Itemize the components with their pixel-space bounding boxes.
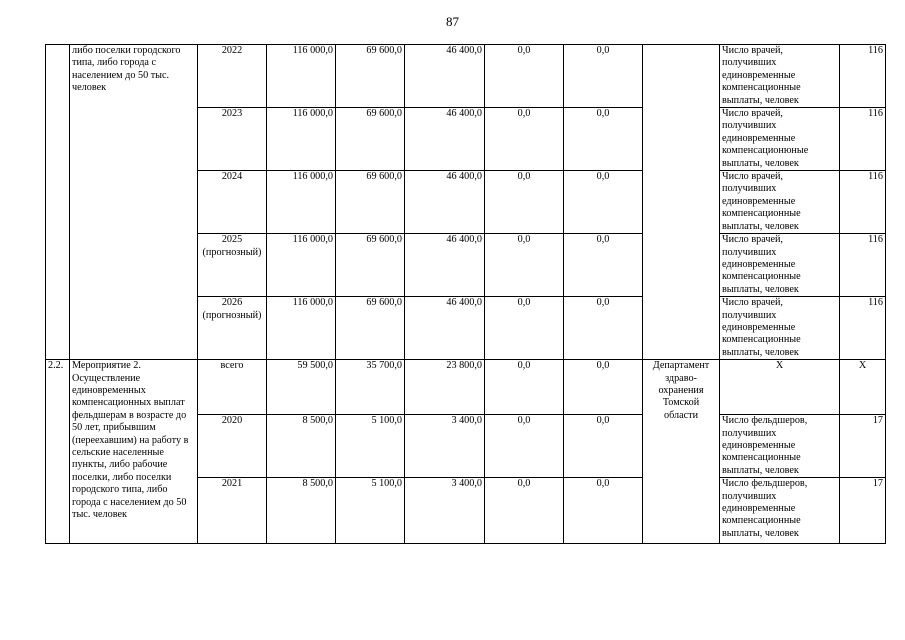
indicator-value-cell: 116 <box>840 171 886 234</box>
regional-cell: 46 400,0 <box>405 108 485 171</box>
total-cell: 116 000,0 <box>267 297 336 360</box>
indicator-cell: Число врачей, получивших единовременные компенсационные выплаты, человек <box>720 45 840 108</box>
indicator-cell: Число врачей, получивших единовременные компенсационюные выплаты, человек <box>720 108 840 171</box>
total-cell: 59 500,0 <box>267 360 336 415</box>
budget-table <box>45 44 886 544</box>
indicator-value-cell: 116 <box>840 234 886 297</box>
year-cell: 2024 <box>198 171 267 234</box>
table-row <box>46 45 886 108</box>
measure-name-cell: либо поселки городского типа, либо города с населением до 50 тыс. человек <box>70 45 198 360</box>
federal-cell: 35 700,0 <box>336 360 405 415</box>
other-cell: 0,0 <box>564 360 643 415</box>
regional-cell: 46 400,0 <box>405 234 485 297</box>
year-cell: 2026 (прогнозный) <box>198 297 267 360</box>
federal-cell: 69 600,0 <box>336 234 405 297</box>
local-cell: 0,0 <box>485 297 564 360</box>
indicator-value-cell: 17 <box>840 478 886 544</box>
other-cell: 0,0 <box>564 478 643 544</box>
year-cell: 2020 <box>198 415 267 478</box>
regional-cell: 23 800,0 <box>405 360 485 415</box>
regional-cell: 46 400,0 <box>405 297 485 360</box>
other-cell: 0,0 <box>564 171 643 234</box>
total-cell: 8 500,0 <box>267 478 336 544</box>
year-cell: 2023 <box>198 108 267 171</box>
measure-name-cell: Мероприятие 2. Осуществление единовременных компенсационных выплат фельдшерам в возрасте до 50 лет, прибывшим (переехавшим) на работу в сельские населенные пункты, либо рабочие поселки, либо поселки городского типа, либо города с населением до 50 тыс. человек <box>70 360 198 544</box>
local-cell: 0,0 <box>485 478 564 544</box>
indicator-value-cell: 17 <box>840 415 886 478</box>
indicator-cell: Число врачей, получивших единовременные компенсационные выплаты, человек <box>720 171 840 234</box>
indicator-cell: Число врачей, получивших единовременные компенсационные выплаты, человек <box>720 234 840 297</box>
local-cell: 0,0 <box>485 45 564 108</box>
local-cell: 0,0 <box>485 360 564 415</box>
indicator-value-cell: 116 <box>840 108 886 171</box>
table-row <box>46 360 886 415</box>
other-cell: 0,0 <box>564 45 643 108</box>
federal-cell: 69 600,0 <box>336 297 405 360</box>
year-cell: всего <box>198 360 267 415</box>
local-cell: 0,0 <box>485 108 564 171</box>
row-number-cell <box>46 45 70 360</box>
federal-cell: 69 600,0 <box>336 108 405 171</box>
other-cell: 0,0 <box>564 108 643 171</box>
local-cell: 0,0 <box>485 415 564 478</box>
total-cell: 116 000,0 <box>267 45 336 108</box>
local-cell: 0,0 <box>485 234 564 297</box>
regional-cell: 46 400,0 <box>405 45 485 108</box>
executor-cell <box>643 45 720 360</box>
federal-cell: 69 600,0 <box>336 45 405 108</box>
total-cell: 116 000,0 <box>267 171 336 234</box>
other-cell: 0,0 <box>564 234 643 297</box>
regional-cell: 3 400,0 <box>405 415 485 478</box>
indicator-value-cell: 116 <box>840 45 886 108</box>
local-cell: 0,0 <box>485 171 564 234</box>
indicator-cell: Число врачей, получивших единовременные компенсационные выплаты, человек <box>720 297 840 360</box>
total-cell: 8 500,0 <box>267 415 336 478</box>
federal-cell: 69 600,0 <box>336 171 405 234</box>
other-cell: 0,0 <box>564 415 643 478</box>
indicator-cell: Число фельдшеров, получивших единовременные компенсационные выплаты, человек <box>720 478 840 544</box>
regional-cell: 46 400,0 <box>405 171 485 234</box>
federal-cell: 5 100,0 <box>336 415 405 478</box>
total-cell: 116 000,0 <box>267 234 336 297</box>
row-number-cell: 2.2. <box>46 360 70 544</box>
indicator-cell: Х <box>720 360 840 415</box>
other-cell: 0,0 <box>564 297 643 360</box>
indicator-value-cell: 116 <box>840 297 886 360</box>
indicator-cell: Число фельдшеров, получивших единовременные компенсационные выплаты, человек <box>720 415 840 478</box>
year-cell: 2022 <box>198 45 267 108</box>
year-cell: 2021 <box>198 478 267 544</box>
federal-cell: 5 100,0 <box>336 478 405 544</box>
year-cell: 2025 (прогнозный) <box>198 234 267 297</box>
total-cell: 116 000,0 <box>267 108 336 171</box>
regional-cell: 3 400,0 <box>405 478 485 544</box>
executor-cell: Департамент здраво-охранения Томской области <box>643 360 720 544</box>
indicator-value-cell: Х <box>840 360 886 415</box>
page-number: 87 <box>446 14 459 29</box>
